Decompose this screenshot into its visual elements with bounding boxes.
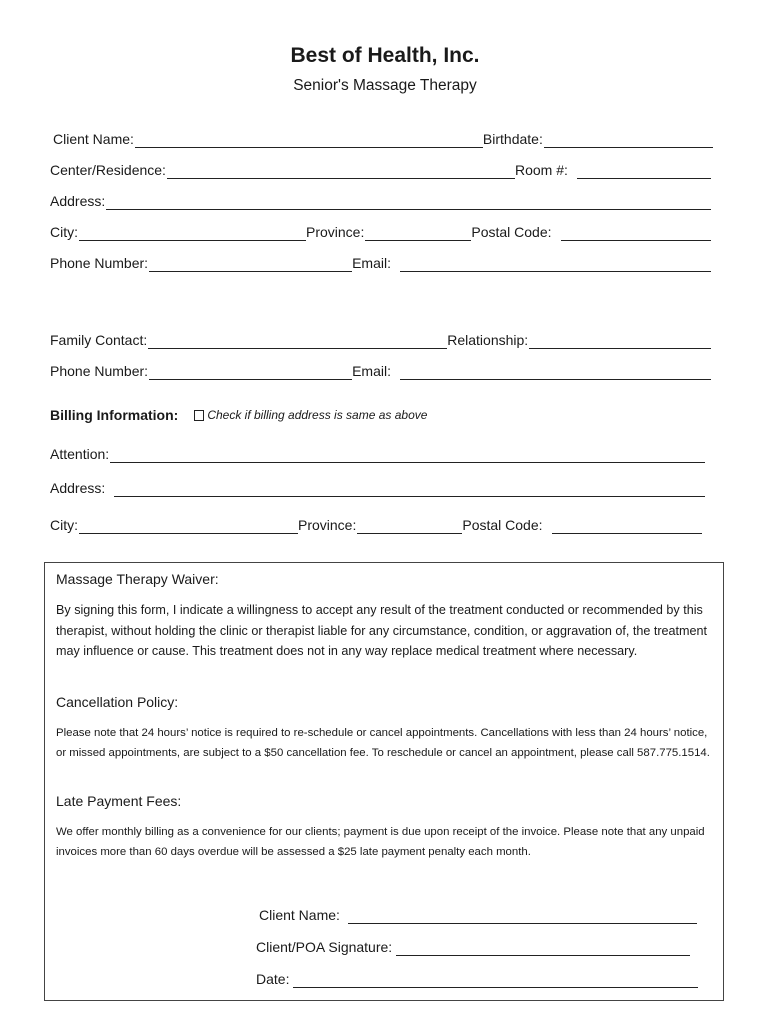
attention-label: Attention: bbox=[50, 446, 110, 462]
room-field[interactable] bbox=[577, 164, 711, 179]
billing-address-row bbox=[50, 477, 705, 497]
billing-city-label: City: bbox=[50, 517, 78, 533]
signature-label: Client/POA Signature: bbox=[256, 939, 393, 955]
postal-code-label: Postal Code: bbox=[471, 224, 552, 240]
province-label: Province: bbox=[306, 224, 365, 240]
sig-client-name-label: Client Name: bbox=[259, 907, 340, 923]
billing-city-row bbox=[50, 514, 702, 534]
billing-heading: Billing Information: bbox=[50, 407, 179, 423]
late-payment-heading: Late Payment Fees: bbox=[56, 793, 182, 809]
family-phone-row bbox=[50, 360, 711, 380]
billing-province-label: Province: bbox=[298, 517, 357, 533]
email-label: Email: bbox=[352, 255, 391, 271]
client-name-row bbox=[53, 128, 713, 148]
room-label: Room #: bbox=[514, 162, 568, 178]
city-label: City: bbox=[50, 224, 78, 240]
billing-address-label: Address: bbox=[50, 480, 106, 496]
date-field[interactable] bbox=[293, 973, 698, 988]
sig-client-name-row bbox=[259, 904, 697, 924]
waiver-heading: Massage Therapy Waiver: bbox=[56, 571, 219, 587]
signature-row bbox=[256, 936, 690, 956]
billing-postal-code-field[interactable] bbox=[552, 519, 702, 534]
attention-field[interactable] bbox=[110, 448, 705, 463]
city-row bbox=[50, 221, 711, 241]
same-address-label: Check if billing address is same as above bbox=[207, 408, 428, 422]
same-address-checkbox[interactable] bbox=[194, 410, 204, 421]
center-label: Center/Residence: bbox=[50, 162, 166, 178]
billing-heading-row bbox=[50, 407, 427, 423]
family-contact-label: Family Contact: bbox=[50, 332, 148, 348]
postal-code-field[interactable] bbox=[561, 226, 711, 241]
cancellation-heading: Cancellation Policy: bbox=[56, 694, 179, 710]
address-row bbox=[50, 190, 711, 210]
phone-row bbox=[50, 252, 711, 272]
birthdate-field[interactable] bbox=[544, 133, 713, 148]
billing-address-field[interactable] bbox=[114, 482, 705, 497]
form-subtitle: Senior's Massage Therapy bbox=[293, 77, 477, 94]
address-field[interactable] bbox=[106, 195, 711, 210]
family-contact-row bbox=[50, 329, 711, 349]
address-label: Address: bbox=[50, 193, 106, 209]
date-row bbox=[256, 968, 698, 988]
sig-client-name-field[interactable] bbox=[348, 909, 697, 924]
family-contact-field[interactable] bbox=[148, 334, 447, 349]
date-label: Date: bbox=[256, 971, 290, 987]
billing-postal-code-label: Postal Code: bbox=[462, 517, 543, 533]
city-field[interactable] bbox=[79, 226, 306, 241]
center-row bbox=[50, 159, 711, 179]
phone-label: Phone Number: bbox=[50, 255, 149, 271]
client-name-label: Client Name: bbox=[53, 131, 134, 147]
signature-field[interactable] bbox=[396, 941, 690, 956]
birthdate-label: Birthdate: bbox=[482, 131, 543, 147]
billing-province-field[interactable] bbox=[357, 519, 462, 534]
family-email-field[interactable] bbox=[400, 365, 711, 380]
late-payment-text: We offer monthly billing as a convenience for our clients; payment is due upon receipt of the invoice. Please note that any unpaid invoices more than 60 days overdue will be assessed a $25 late payment penalty each month. bbox=[56, 826, 705, 858]
email-field[interactable] bbox=[400, 257, 711, 272]
family-phone-label: Phone Number: bbox=[50, 363, 149, 379]
center-field[interactable] bbox=[167, 164, 515, 179]
cancellation-text: Please note that 24 hours’ notice is required to re-schedule or cancel appointments. Cancellations with less than 24 hours’ notice, or missed appointments, are subject to a $50 cancellation fee. To reschedule or cancel an appointment, please call 587.775.1514. bbox=[56, 727, 710, 759]
relationship-label: Relationship: bbox=[447, 332, 529, 348]
family-phone-field[interactable] bbox=[149, 365, 352, 380]
province-field[interactable] bbox=[365, 226, 471, 241]
billing-city-field[interactable] bbox=[79, 519, 298, 534]
attention-row bbox=[50, 443, 705, 463]
waiver-box bbox=[44, 562, 724, 1001]
phone-field[interactable] bbox=[149, 257, 352, 272]
relationship-field[interactable] bbox=[529, 334, 711, 349]
client-name-field[interactable] bbox=[135, 133, 483, 148]
waiver-text: By signing this form, I indicate a willingness to accept any result of the treatment conducted or recommended by this therapist, without holding the clinic or therapist liable for any circumstance, condition, or aggravation of, the treatment may influence or cause. This treatment does not in any way replace medical treatment where necessary. bbox=[56, 603, 708, 658]
form-title: Best of Health, Inc. bbox=[290, 44, 480, 67]
family-email-label: Email: bbox=[352, 363, 391, 379]
